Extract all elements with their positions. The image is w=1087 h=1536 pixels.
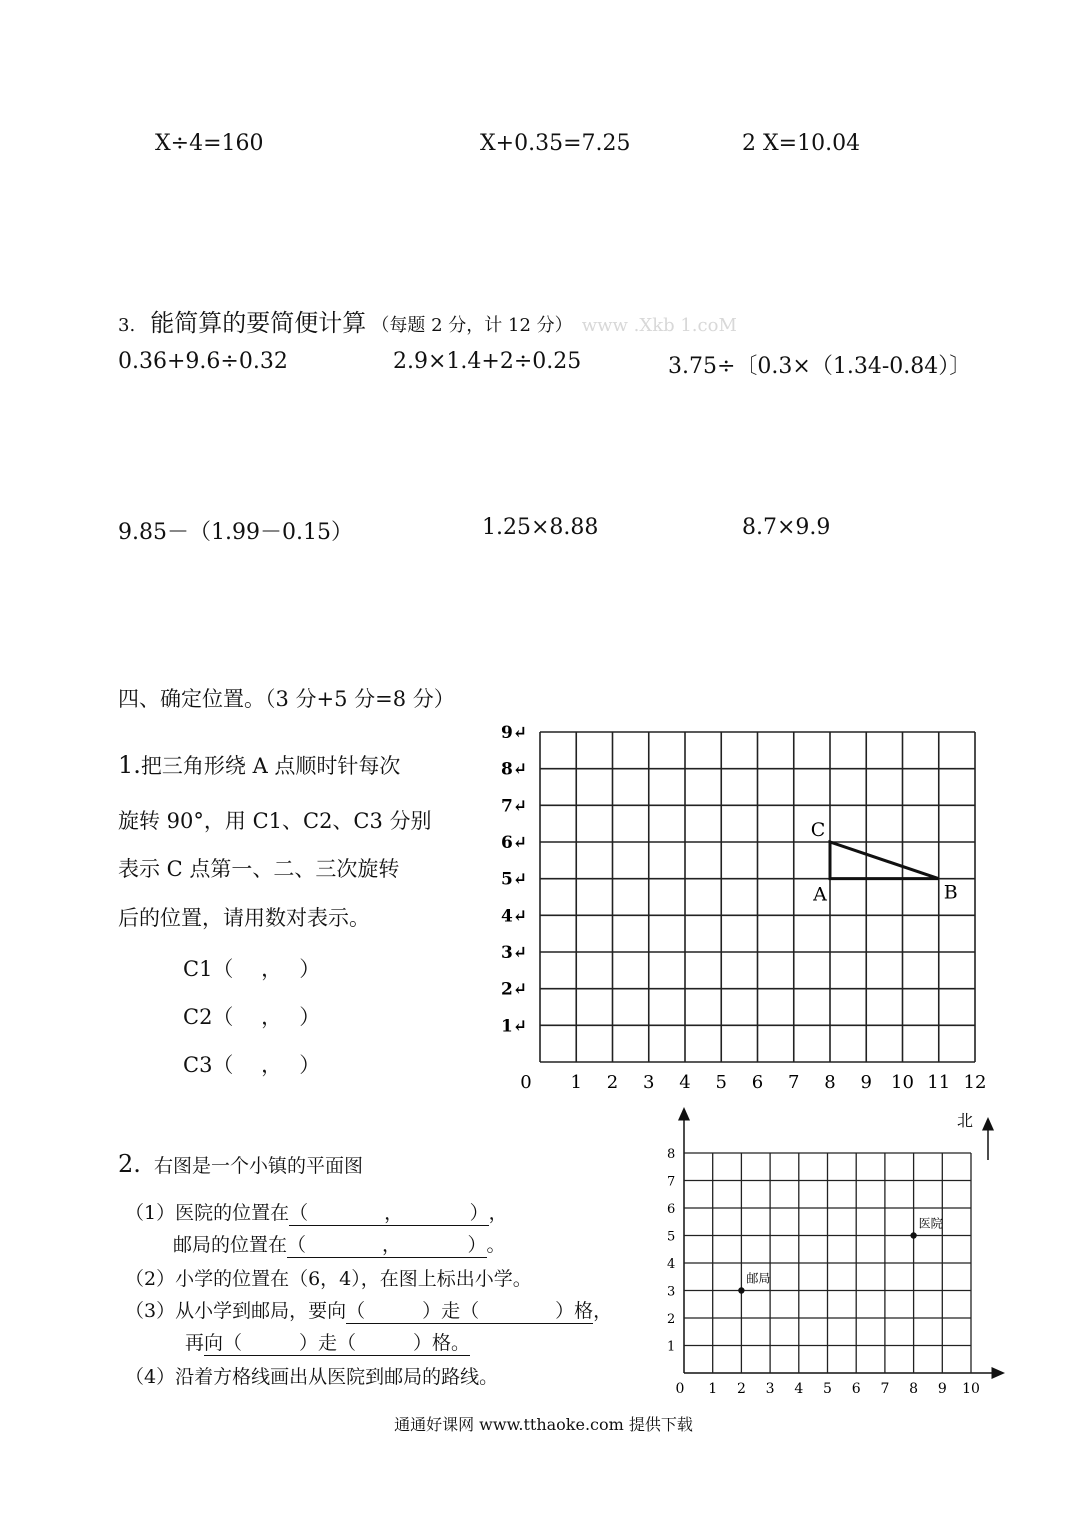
map-y-tick-label: 4: [667, 1257, 676, 1272]
rotation-grid-lines: [540, 732, 975, 1062]
section3-heading: [118, 303, 737, 338]
north-label: 北: [957, 1111, 974, 1130]
q2-title: 右图是一个小镇的平面图: [154, 1155, 364, 1177]
route-answer-blank-1[interactable]: （ ）走（ ）格: [346, 1296, 593, 1324]
y-tick-label: 5↵: [501, 869, 528, 890]
rotation-grid: [495, 712, 1005, 1102]
x-tick-label: 9: [860, 1072, 872, 1093]
q2-line-2: 邮局的位置在（ ， ）。: [173, 1230, 506, 1258]
simplify-expr-2: 2.9×1.4+2÷0.25: [393, 349, 582, 374]
section3-title: 能简算的要简便计算: [150, 309, 367, 337]
town-map-grid-lines: [684, 1153, 971, 1373]
x-tick-label: 3: [643, 1072, 655, 1093]
y-tick-label: 8↵: [501, 759, 528, 780]
equation-1: X÷4=160: [155, 131, 264, 156]
map-x-tick-label: 1: [708, 1381, 718, 1397]
triangle-abc: [830, 842, 939, 879]
x-tick-label: 2: [606, 1072, 619, 1093]
map-x-tick-label: 2: [736, 1381, 746, 1397]
y-tick-label: 6↵: [501, 833, 528, 853]
x-tick-label: 1: [570, 1072, 582, 1093]
map-y-tick-label: 1: [667, 1339, 676, 1355]
simplify-expr-6: 8.7×9.9: [742, 515, 831, 540]
y-tick-label: 2↵: [501, 979, 528, 1000]
map-x-tick-label: 0: [675, 1381, 685, 1397]
map-y-tick-label: 2: [667, 1312, 676, 1327]
y-tick-label: 7↵: [501, 796, 528, 817]
x-tick-label: 7: [788, 1072, 800, 1093]
simplify-expr-4: 9.85－（1.99－0.15）: [118, 520, 353, 545]
triangle-vertex-labels: [811, 819, 958, 906]
q2-line-5: 再向（ ）走（ ）格。: [185, 1328, 470, 1356]
y-tick-label: 1↵: [501, 1016, 528, 1037]
route-answer-blank-2[interactable]: 向（ ）走（ ）格。: [204, 1328, 470, 1356]
map-y-tick-label: 3: [667, 1284, 676, 1300]
x-tick-label: 6: [751, 1072, 764, 1093]
section3-score: （每题 2 分，计 12 分）: [371, 315, 573, 336]
map-x-tick-label: 5: [823, 1381, 832, 1397]
town-map-x-labels: [676, 1381, 980, 1397]
footer-credit: 通通好课网 www.tthaoke.com 提供下载: [394, 1415, 693, 1434]
map-y-tick-label: 7: [667, 1174, 676, 1190]
rotation-grid-y-labels: [501, 723, 527, 1036]
x-tick-label: 4: [679, 1072, 691, 1093]
simplify-expr-1: 0.36+9.6÷0.32: [118, 349, 288, 374]
vertex-label-c: C: [810, 819, 826, 841]
town-map-y-labels: [667, 1147, 675, 1355]
location-label: 医院: [918, 1216, 943, 1231]
q2-heading: [118, 1150, 363, 1178]
q1-line-1: 1.把三角形绕 A 点顺时针每次: [118, 751, 401, 779]
q2-line-3: （2）小学的位置在（6，4），在图上标出小学。: [125, 1268, 532, 1290]
section3-number: 3.: [118, 315, 136, 336]
location-dot[interactable]: [738, 1287, 744, 1293]
rotation-grid-x-labels: [520, 1072, 986, 1093]
y-tick-label: 3↵: [501, 943, 528, 963]
map-y-tick-label: 5: [667, 1229, 676, 1245]
x-tick-label: 12: [963, 1072, 987, 1093]
q1-line-4: 后的位置，请用数对表示。: [118, 906, 370, 930]
equation-2: X+0.35=7.25: [480, 131, 631, 156]
equation-3: 2 X=10.04: [742, 131, 861, 156]
map-x-tick-label: 10: [962, 1381, 980, 1397]
location-label: 邮局: [746, 1271, 771, 1286]
map-y-tick-label: 6: [667, 1202, 676, 1217]
x-tick-label: 10: [891, 1072, 914, 1093]
hospital-answer-blank[interactable]: （ ， ）: [289, 1198, 489, 1226]
simplify-expr-5: 1.25×8.88: [482, 515, 599, 540]
map-x-tick-label: 6: [851, 1381, 861, 1397]
q1-line-3: 表示 C 点第一、二、三次旋转: [118, 857, 400, 881]
q2-number: 2.: [118, 1150, 141, 1178]
vertex-label-a: A: [813, 883, 827, 906]
x-tick-label: 8: [824, 1072, 836, 1093]
map-x-tick-label: 9: [937, 1381, 947, 1397]
x-tick-label: 11: [927, 1072, 951, 1093]
q2-line-6: （4）沿着方格线画出从医院到邮局的路线。: [125, 1366, 499, 1388]
map-y-tick-label: 8: [667, 1147, 676, 1162]
map-x-tick-label: 8: [909, 1381, 919, 1397]
x-tick-label: 5: [715, 1072, 727, 1093]
q1-line-2: 旋转 90°，用 C1、C2、C3 分别: [118, 809, 432, 833]
q2-line-4: （3）从小学到邮局，要向（ ）走（ ）格，: [125, 1296, 612, 1324]
section4-title: 四、确定位置。（3 分+5 分=8 分）: [118, 687, 455, 711]
q1-number: 1.: [118, 751, 141, 779]
y-tick-label: 9↵: [501, 723, 528, 743]
map-x-tick-label: 7: [880, 1381, 890, 1397]
town-map-grid: [655, 1105, 1010, 1400]
q2-line-1: （1）医院的位置在（ ， ），: [125, 1198, 508, 1226]
vertex-label-b: B: [943, 881, 958, 904]
town-map-locations: [738, 1217, 942, 1294]
answer-c2[interactable]: C2（ ， ）: [183, 1005, 321, 1029]
map-x-tick-label: 4: [794, 1381, 804, 1397]
watermark: www .Xkb 1.coM: [581, 315, 737, 336]
location-dot[interactable]: [910, 1232, 916, 1238]
answer-c3[interactable]: C3（ ， ）: [183, 1053, 321, 1077]
x-tick-label: 0: [520, 1072, 532, 1093]
simplify-expr-3: 3.75÷〔0.3×（1.34-0.84）〕: [668, 354, 972, 379]
post-office-answer-blank[interactable]: （ ， ）: [287, 1230, 487, 1258]
y-tick-label: 4↵: [501, 906, 528, 927]
answer-c1[interactable]: C1（ ， ）: [183, 957, 321, 981]
map-x-tick-label: 3: [765, 1381, 775, 1397]
